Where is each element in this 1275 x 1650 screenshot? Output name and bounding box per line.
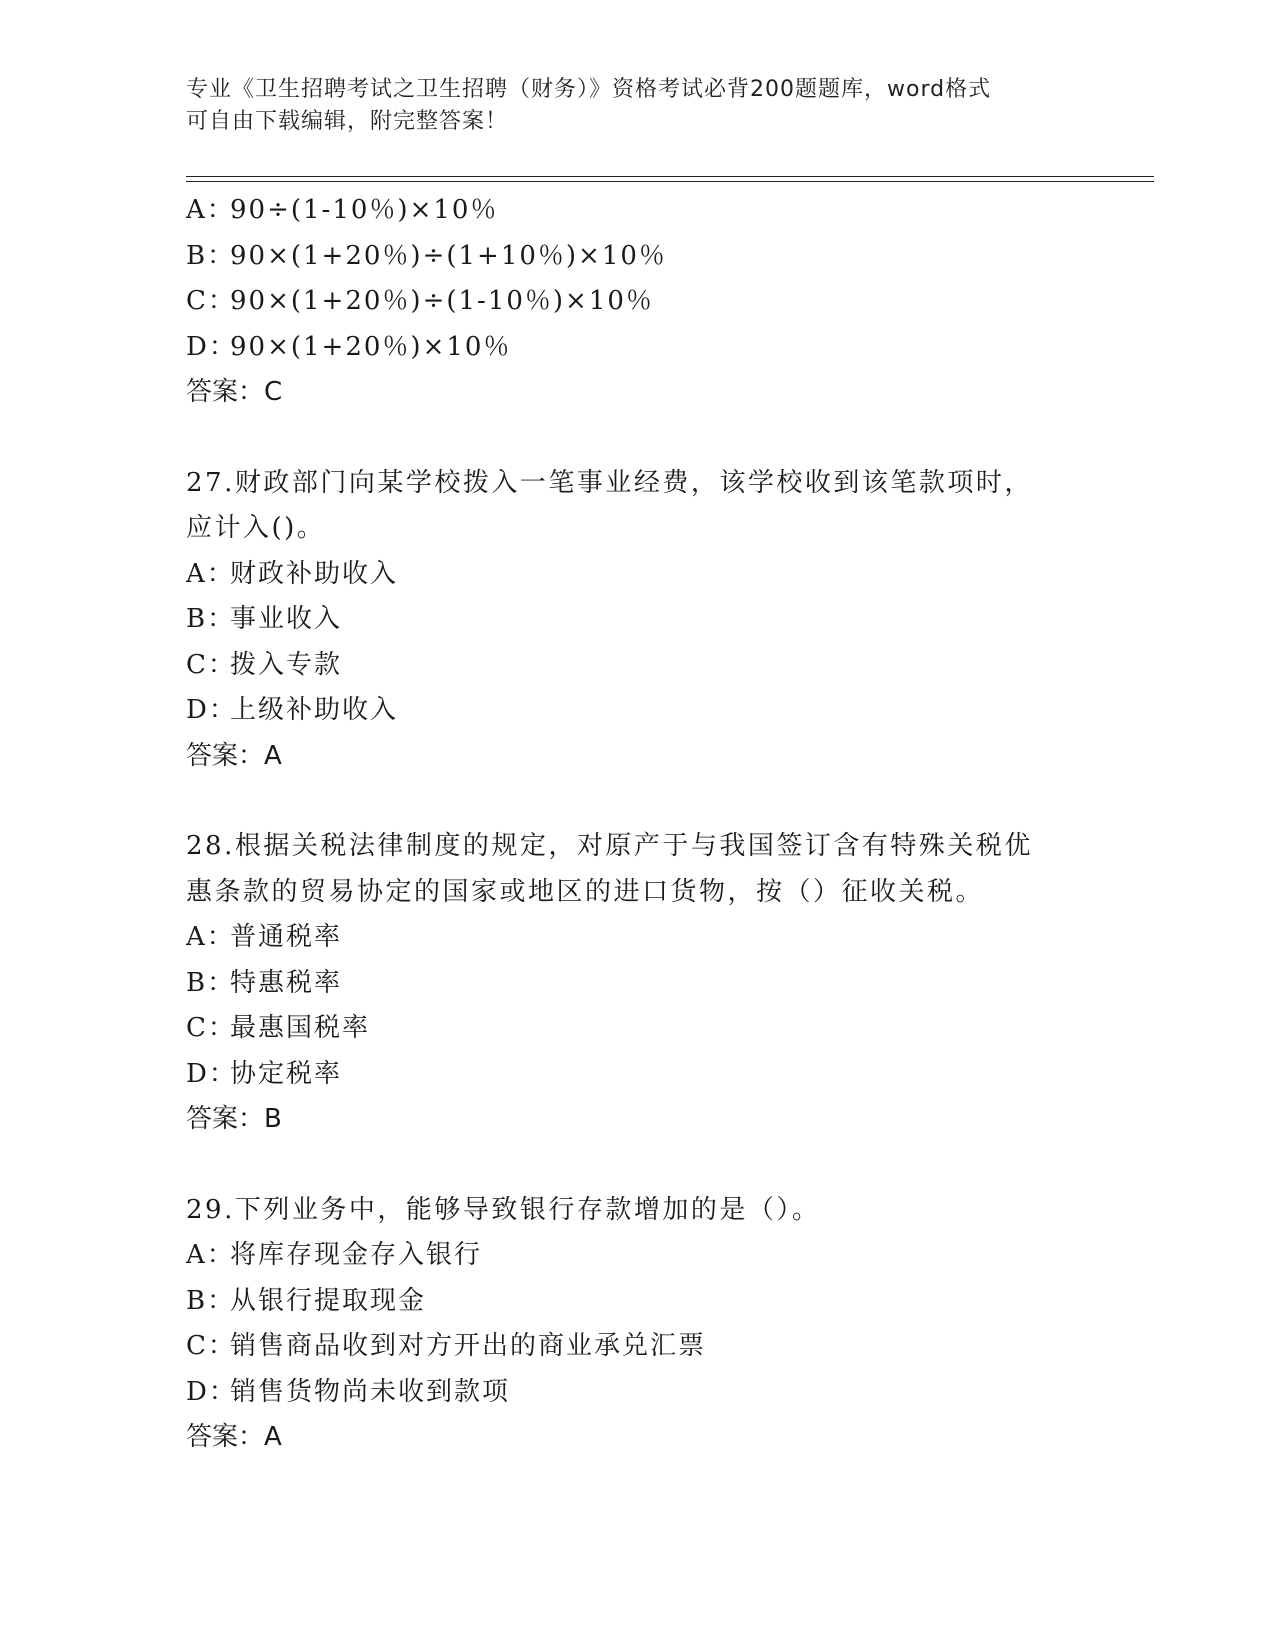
- option-letter: D：: [186, 1058, 237, 1089]
- option-text: 90×(1+20％)÷(1+10％)×10％: [230, 240, 667, 271]
- option-d: [186, 1052, 1086, 1098]
- option-d: [186, 688, 1086, 734]
- option-letter: C：: [186, 1013, 236, 1043]
- option-c: [186, 1324, 1086, 1370]
- answer-line: 答案：B: [186, 1104, 282, 1134]
- spacer: [186, 416, 1086, 461]
- question-partial: [186, 188, 1086, 416]
- option-letter: A：: [186, 195, 235, 225]
- header-divider-bottom: [186, 181, 1154, 182]
- option-d: [186, 1370, 1086, 1416]
- header-line-1: 专业《卫生招聘考试之卫生招聘（财务）》资格考试必背200题题库，word格式: [186, 77, 992, 102]
- option-letter: B：: [186, 604, 236, 634]
- question-list: [186, 188, 1086, 1461]
- option-b: [186, 597, 1086, 643]
- option-text: 最惠国税率: [230, 1013, 371, 1043]
- option-letter: C：: [186, 649, 236, 680]
- answer-line: 答案：A: [186, 1422, 282, 1452]
- option-text: 事业收入: [230, 604, 343, 634]
- option-letter: B：: [186, 240, 236, 271]
- option-letter: B：: [186, 1285, 236, 1316]
- option-c: [186, 279, 1086, 325]
- question-29: [186, 1188, 1086, 1461]
- option-a: [186, 915, 1086, 961]
- header-divider-top: [186, 176, 1154, 177]
- option-b: [186, 1279, 1086, 1325]
- question-stem: 28.根据关税法律制度的规定，对原产于与我国签订含有特殊关税优惠条款的贸易协定的国家或地区的进口货物，按（）征收关税。: [186, 831, 1033, 907]
- question-27: [186, 461, 1086, 780]
- option-text: 普通税率: [230, 922, 343, 952]
- answer-line: 答案：A: [186, 740, 282, 771]
- question-stem: 29.下列业务中，能够导致银行存款增加的是（）。: [186, 1194, 821, 1225]
- option-b: [186, 961, 1086, 1007]
- option-letter: A：: [186, 1240, 235, 1270]
- option-letter: A：: [186, 558, 235, 589]
- option-letter: D：: [186, 331, 237, 362]
- option-text: 90÷(1-10％)×10％: [230, 195, 499, 225]
- option-letter: D：: [186, 1376, 237, 1407]
- spacer: [186, 779, 1086, 824]
- question-28: [186, 824, 1086, 1143]
- option-text: 90×(1+20％)÷(1-10％)×10％: [230, 286, 654, 316]
- option-c: [186, 643, 1086, 689]
- option-text: 上级补助收入: [230, 695, 399, 725]
- answer-line: 答案：C: [186, 377, 283, 407]
- option-a: [186, 1233, 1086, 1279]
- option-text: 协定税率: [230, 1058, 343, 1089]
- option-d: [186, 325, 1086, 371]
- option-text: 销售货物尚未收到款项: [230, 1376, 511, 1407]
- option-text: 财政补助收入: [230, 558, 399, 589]
- question-stem: 27.财政部门向某学校拨入一笔事业经费，该学校收到该笔款项时，应计入()。: [186, 467, 1033, 543]
- document-header: [186, 74, 1086, 138]
- option-text: 90×(1+20％)×10％: [230, 331, 512, 362]
- option-text: 特惠税率: [230, 967, 343, 998]
- spacer: [186, 1143, 1086, 1188]
- option-letter: A：: [186, 922, 235, 952]
- option-letter: B：: [186, 967, 236, 998]
- option-b: [186, 234, 1086, 280]
- option-text: 从银行提取现金: [230, 1285, 427, 1316]
- header-line-2: 可自由下载编辑，附完整答案！: [186, 109, 509, 134]
- option-letter: C：: [186, 1331, 236, 1361]
- option-a: [186, 188, 1086, 234]
- option-letter: D：: [186, 695, 237, 725]
- option-a: [186, 552, 1086, 598]
- option-text: 拨入专款: [230, 649, 343, 680]
- option-c: [186, 1006, 1086, 1052]
- option-text: 将库存现金存入银行: [230, 1240, 483, 1270]
- option-letter: C：: [186, 286, 236, 316]
- option-text: 销售商品收到对方开出的商业承兑汇票: [230, 1331, 707, 1361]
